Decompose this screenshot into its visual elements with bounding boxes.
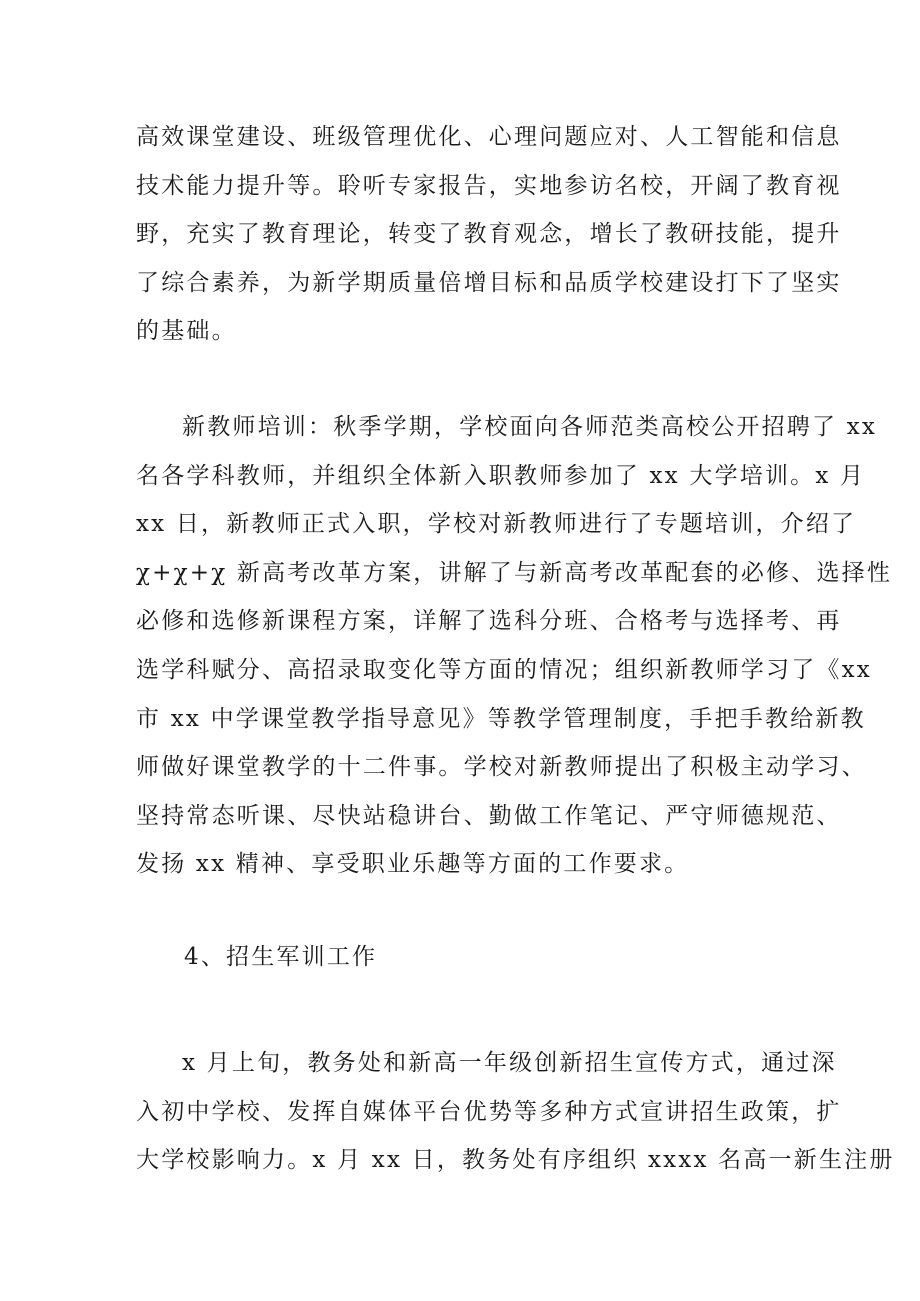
text-line: 新教师培训：秋季学期，学校面向各师范类高校公开招聘了 xx	[182, 414, 878, 440]
text-line: 选学科赋分、高招录取变化等方面的情况；组织新教师学习了《xx	[136, 656, 872, 683]
paragraph-training-summary	[136, 113, 842, 356]
text-line: 必修和选修新课程方案，详解了选科分班、合格考与选择考、再	[136, 608, 842, 635]
text-line: 野，充实了教育理论，转变了教育观念，增长了教研技能，提升	[136, 221, 842, 248]
text-line: 技术能力提升等。聆听专家报告，实地参访名校，开阔了教育视	[136, 172, 842, 199]
paragraph-new-teacher-training	[136, 403, 893, 889]
text-line: 师做好课堂教学的十二件事。学校对新教师提出了积极主动学习、	[136, 754, 867, 781]
text-line: 的基础。	[136, 318, 237, 345]
text-line: 市 xx 中学课堂教学指导意见》等教学管理制度，手把手教给新教	[136, 705, 866, 732]
text-line: xx 日，新教师正式入职，学校对新教师进行了专题培训，介绍了	[136, 511, 857, 538]
text-line: 大学校影响力。x 月 xx 日，教务处有序组织 xxxx 名高一新生注册	[136, 1147, 895, 1174]
text-line: 名各学科教师，并组织全体新入职教师参加了 xx 大学培训。x 月	[136, 462, 866, 489]
text-line: 入初中学校、发挥自媒体平台优势等多种方式宣讲招生政策，扩	[136, 1098, 842, 1125]
section-heading: 4、招生军训工作	[184, 944, 378, 970]
text-line: 高效课堂建设、班级管理优化、心理问题应对、人工智能和信息	[136, 124, 842, 150]
text-line: χ+χ+χ 新高考改革方案，讲解了与新高考改革配套的必修、选择性	[136, 559, 893, 586]
text-line: 了综合素养，为新学期质量倍增目标和品质学校建设打下了坚实	[136, 269, 842, 296]
text-line: x 月上旬，教务处和新高一年级创新招生宣传方式，通过深	[182, 1050, 837, 1076]
paragraph-enrollment	[136, 1039, 895, 1185]
text-line: 发扬 xx 精神、享受职业乐趣等方面的工作要求。	[136, 851, 690, 878]
text-line: 坚持常态听课、尽快站稳讲台、勤做工作笔记、严守师德规范、	[136, 802, 842, 829]
